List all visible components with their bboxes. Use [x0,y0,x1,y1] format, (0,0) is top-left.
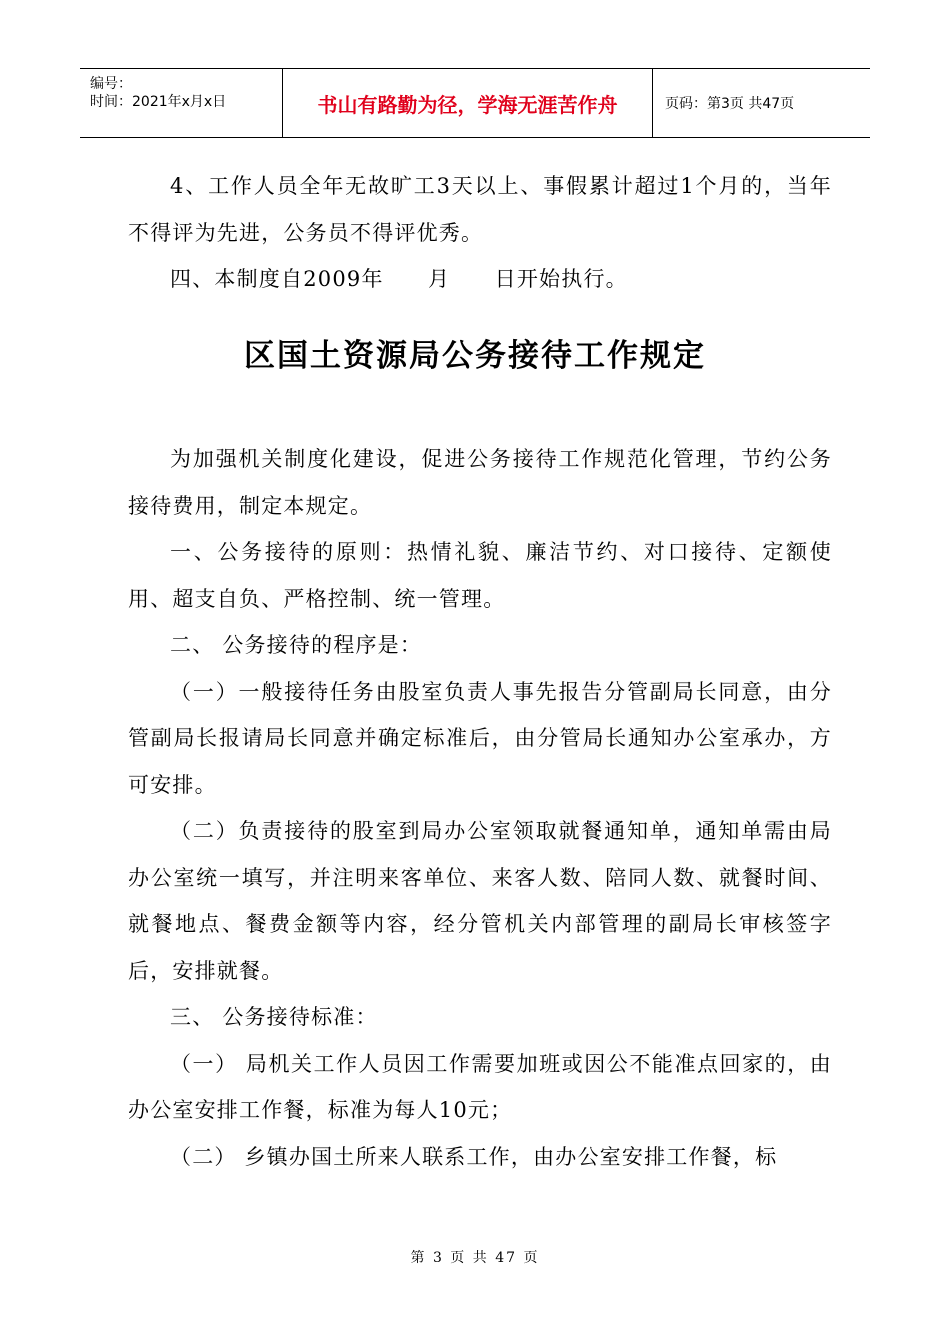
paragraph: （二） 乡镇办国土所来人联系工作，由办公室安排工作餐，标 [170,1144,778,1169]
paragraph: （二）负责接待的股室到局办公室领取就餐通知单，通知单需由局办公室统一填写，并注明来客单位、来客人数、陪同人数、就餐时间、就餐地点、餐费金额等内容，经分管机关内部管理的副局长审核签字后，安排就餐。 [128,819,832,983]
header-motto: 书山有路勤为径，学海无涯苦作舟 [283,69,653,137]
intro-section [128,163,832,303]
paragraph: （一）一般接待任务由股室负责人事先报告分管副局长同意，由分管副局长报请局长同意并确定标准后，由分管局长通知办公室承办，方可安排。 [128,679,832,797]
header-page-info: 页码：第3页 共47页 [665,96,795,112]
paragraph: 四、本制度自2009年 月 日开始执行。 [170,267,628,291]
page-footer: 第 3 页 共 47 页 [410,1250,540,1266]
header-meta [80,69,283,137]
paragraph: 为加强机关制度化建设，促进公务接待工作规范化管理，节约公务接待费用，制定本规定。 [128,447,832,518]
paragraph: 4、工作人员全年无故旷工3天以上、事假累计超过1个月的，当年不得评为先进，公务员不得评优秀。 [128,174,832,245]
doc-number-label: 编号： [90,76,132,92]
paragraph: 二、 公务接待的程序是： [170,633,423,657]
doc-time-label: 时间：2021年x月x日 [90,94,227,110]
paragraph: （一） 局机关工作人员因工作需要加班或因公不能准点回家的，由办公室安排工作餐，标准为每人10元； [128,1051,832,1122]
page-header [80,68,870,138]
main-section [128,436,832,1180]
paragraph: 三、 公务接待标准： [170,1005,378,1029]
paragraph: 一、公务接待的原则：热情礼貌、廉洁节约、对口接待、定额使用、超支自负、严格控制、统一管理。 [128,540,832,611]
document-title: 区国土资源局公务接待工作规定 [244,338,706,374]
